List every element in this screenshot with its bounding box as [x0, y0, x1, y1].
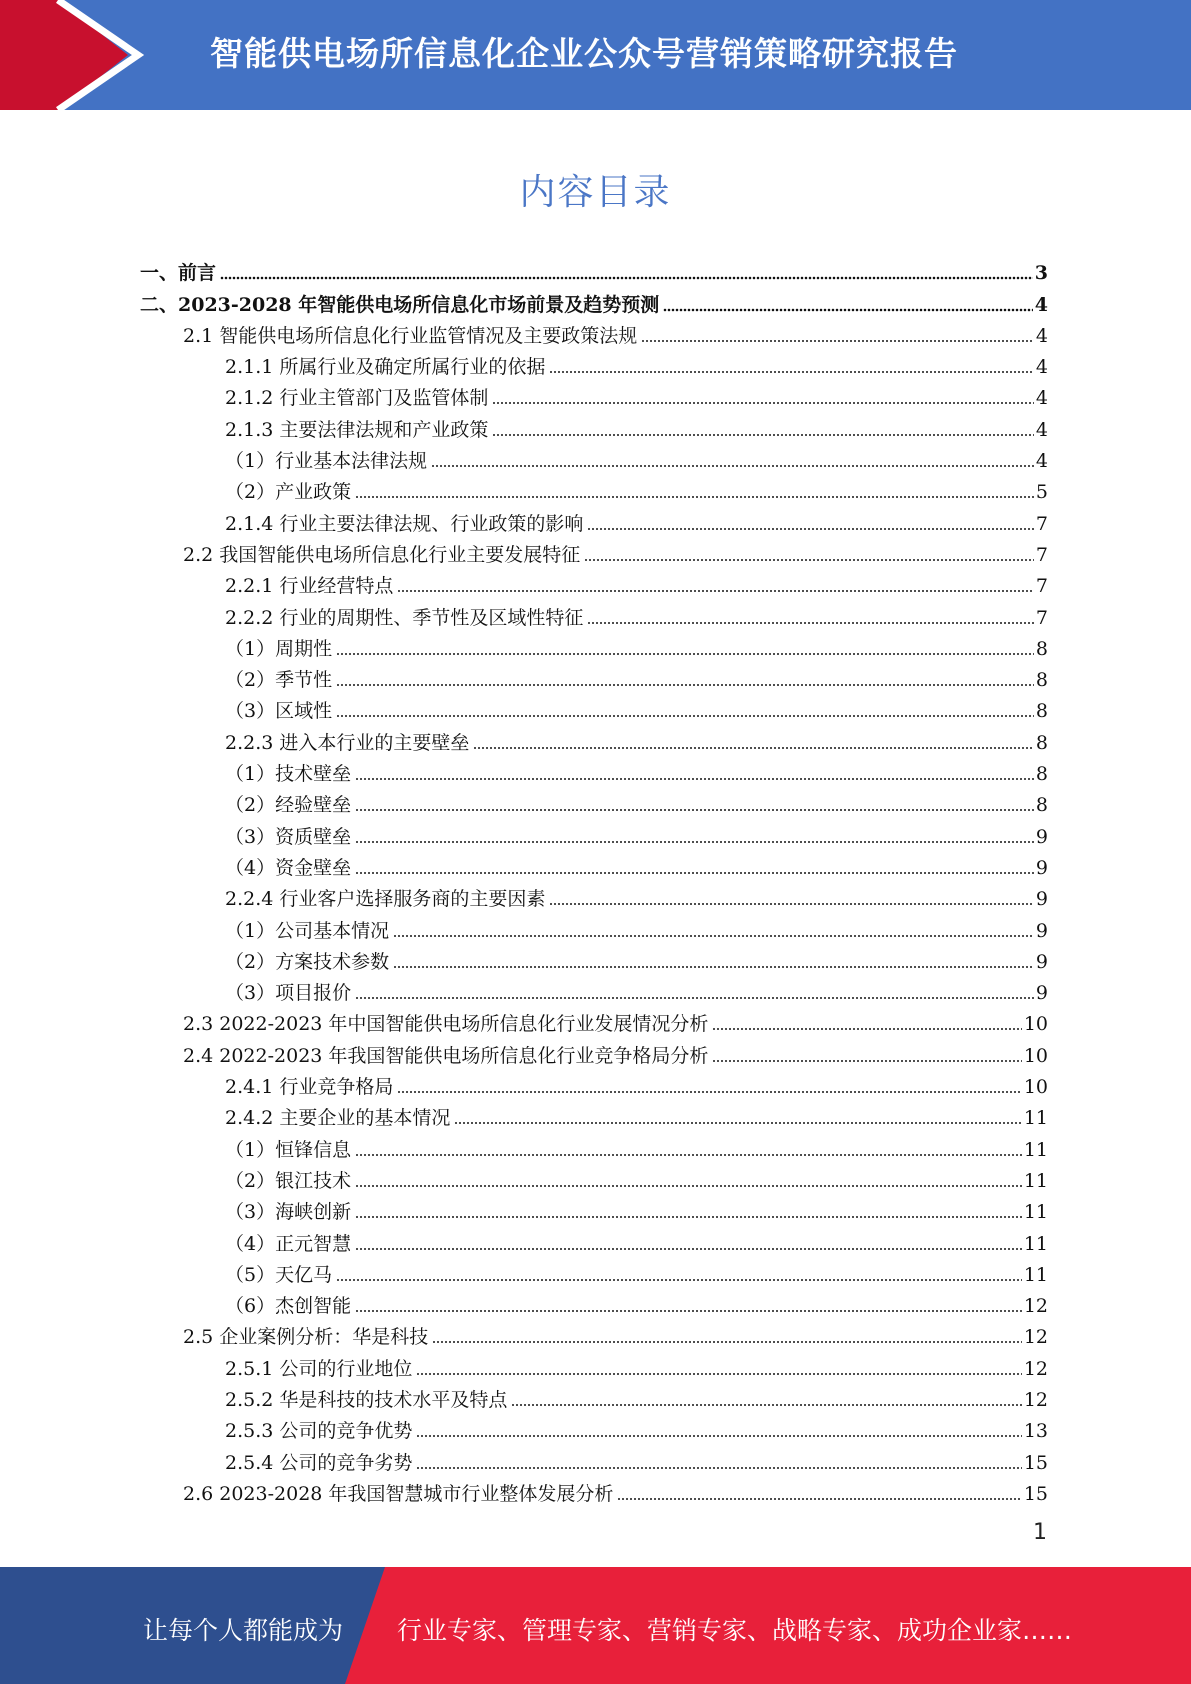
toc-entry-label: （2）季节性 — [225, 669, 333, 692]
toc-entry[interactable] — [140, 1381, 1048, 1412]
toc-entry-page: 11 — [1023, 1138, 1048, 1161]
toc-dot-leader — [473, 746, 1034, 750]
toc-dot-leader — [220, 276, 1033, 280]
toc-entry[interactable] — [140, 1068, 1048, 1099]
toc-entry[interactable] — [140, 723, 1048, 754]
toc-entry-page: 7 — [1035, 575, 1048, 598]
toc-entry-page: 7 — [1035, 606, 1048, 629]
toc-dot-leader — [355, 777, 1034, 781]
toc-entry-page: 9 — [1035, 982, 1048, 1005]
toc-entry-label: （1）行业基本法律法规 — [225, 450, 428, 473]
toc-entry-label: 2.2.1 行业经营特点 — [225, 575, 394, 598]
toc-entry[interactable] — [140, 880, 1048, 911]
toc-entry-label: （6）杰创智能 — [225, 1295, 352, 1318]
toc-entry-label: 2.4.1 行业竞争格局 — [225, 1076, 394, 1099]
toc-dot-leader — [336, 1278, 1022, 1282]
toc-dot-leader — [355, 996, 1034, 1000]
toc-dot-leader — [355, 1215, 1022, 1219]
toc-dot-leader — [454, 1121, 1021, 1125]
toc-entry[interactable] — [140, 911, 1048, 942]
toc-entry[interactable] — [140, 1005, 1048, 1036]
toc-entry[interactable] — [140, 442, 1048, 473]
toc-entry-page: 11 — [1023, 1169, 1048, 1192]
toc-entry-page: 4 — [1035, 324, 1048, 347]
toc-entry[interactable] — [140, 1256, 1048, 1287]
toc-entry[interactable] — [140, 1036, 1048, 1067]
toc-entry-label: 2.5 企业案例分析：华是科技 — [183, 1326, 429, 1349]
toc-entry-page: 9 — [1035, 888, 1048, 911]
toc-entry-label: 2.2 我国智能供电场所信息化行业主要发展特征 — [183, 543, 581, 566]
toc-entry[interactable] — [140, 1412, 1048, 1443]
toc-entry-page: 11 — [1023, 1263, 1048, 1286]
toc-entry-label: （4）资金壁垒 — [225, 856, 352, 879]
toc-entry-label: 2.1.2 行业主管部门及监管体制 — [225, 387, 489, 410]
toc-dot-leader — [663, 308, 1033, 312]
toc-entry-page: 4 — [1034, 293, 1048, 316]
toc-entry-page: 11 — [1023, 1232, 1048, 1255]
toc-entry-label: 2.2.4 行业客户选择服务商的主要因素 — [225, 888, 546, 911]
toc-entry-label: 2.1.3 主要法律法规和产业政策 — [225, 418, 489, 441]
toc-entry-page: 11 — [1023, 1107, 1048, 1130]
toc-entry-label: 2.1 智能供电场所信息化行业监管情况及主要政策法规 — [183, 324, 638, 347]
toc-entry-label: （1）技术壁垒 — [225, 763, 352, 786]
toc-entry-page: 4 — [1035, 450, 1048, 473]
toc-entry[interactable] — [140, 285, 1048, 316]
toc-entry-label: （2）银江技术 — [225, 1169, 352, 1192]
toc-entry-page: 11 — [1023, 1201, 1048, 1224]
toc-entry-page: 8 — [1035, 637, 1048, 660]
toc-dot-leader — [393, 965, 1034, 969]
toc-dot-leader — [432, 1340, 1022, 1344]
toc-entry-label: （5）天亿马 — [225, 1263, 333, 1286]
toc-dot-leader — [355, 1247, 1022, 1251]
toc-entry-label: 2.5.2 华是科技的技术水平及特点 — [225, 1388, 508, 1411]
toc-entry-page: 7 — [1035, 543, 1048, 566]
toc-entry-page: 8 — [1035, 731, 1048, 754]
toc-entry[interactable] — [140, 1162, 1048, 1193]
page-number: 1 — [1033, 1520, 1047, 1545]
toc-entry-label: 2.2.2 行业的周期性、季节性及区域性特征 — [225, 606, 584, 629]
toc-entry-page: 4 — [1035, 418, 1048, 441]
toc-dot-leader — [641, 339, 1034, 343]
toc-entry[interactable] — [140, 504, 1048, 535]
toc-entry-page: 7 — [1035, 512, 1048, 535]
toc-dot-leader — [511, 1403, 1021, 1407]
toc-dot-leader — [336, 652, 1034, 656]
toc-entry-page: 8 — [1035, 763, 1048, 786]
toc-heading: 内容目录 — [519, 172, 672, 213]
toc-entry[interactable] — [140, 379, 1048, 410]
toc-entry[interactable] — [140, 1193, 1048, 1224]
toc-entry[interactable] — [140, 598, 1048, 629]
toc-entry-page: 8 — [1035, 794, 1048, 817]
toc-entry[interactable] — [140, 1349, 1048, 1380]
toc-entry-label: （4）正元智慧 — [225, 1232, 352, 1255]
toc-entry-label: （1）周期性 — [225, 637, 333, 660]
toc-entry-page: 5 — [1035, 481, 1048, 504]
toc-entry-page: 9 — [1035, 950, 1048, 973]
toc-dot-leader — [587, 527, 1034, 531]
footer-slogan-right: 行业专家、管理专家、营销专家、战略专家、成功企业家…… — [397, 1616, 1073, 1645]
toc-entry-label: 2.1.4 行业主要法律法规、行业政策的影响 — [225, 512, 584, 535]
toc-dot-leader — [336, 714, 1034, 718]
toc-entry-page: 10 — [1023, 1013, 1048, 1036]
toc-dot-leader — [355, 1309, 1022, 1313]
toc-entry-page: 12 — [1023, 1295, 1048, 1318]
toc-entry-label: （1）公司基本情况 — [225, 919, 390, 942]
toc-dot-leader — [355, 1153, 1022, 1157]
toc-entry[interactable] — [140, 849, 1048, 880]
toc-entry[interactable] — [140, 1475, 1048, 1506]
toc-entry-page: 15 — [1023, 1451, 1048, 1474]
toc-entry[interactable] — [140, 1130, 1048, 1161]
toc-entry-page: 15 — [1023, 1482, 1048, 1505]
toc-entry[interactable] — [140, 755, 1048, 786]
toc-dot-leader — [617, 1497, 1021, 1501]
toc-entry[interactable] — [140, 1443, 1048, 1474]
toc-entry[interactable] — [140, 348, 1048, 379]
toc-dot-leader — [431, 464, 1034, 468]
toc-entry-page: 10 — [1023, 1076, 1048, 1099]
toc-entry-label: 二、2023-2028 年智能供电场所信息化市场前景及趋势预测 — [140, 293, 660, 316]
toc-entry-label: 2.3 2022-2023 年中国智能供电场所信息化行业发展情况分析 — [183, 1013, 709, 1036]
toc-entry[interactable] — [140, 943, 1048, 974]
toc-dot-leader — [355, 808, 1034, 812]
toc-entry-label: （2）经验壁垒 — [225, 794, 352, 817]
header-band — [0, 0, 1191, 110]
toc-entry-label: 2.2.3 进入本行业的主要壁垒 — [225, 731, 470, 754]
toc-dot-leader — [416, 1434, 1021, 1438]
toc-dot-leader — [393, 934, 1034, 938]
toc-entry[interactable] — [140, 536, 1048, 567]
toc-dot-leader — [549, 902, 1034, 906]
toc-entry-page: 10 — [1023, 1044, 1048, 1067]
toc-entry[interactable] — [140, 786, 1048, 817]
toc-entry-label: （3）区域性 — [225, 700, 333, 723]
toc-entry[interactable] — [140, 692, 1048, 723]
toc-entry-label: （3）项目报价 — [225, 982, 352, 1005]
footer-slogan-left: 让每个人都能成为 — [143, 1616, 344, 1645]
toc-entry-page: 12 — [1023, 1388, 1048, 1411]
toc-entry-label: 2.5.3 公司的竞争优势 — [225, 1420, 413, 1443]
toc-dot-leader — [584, 558, 1034, 562]
toc-entry-label: 2.4 2022-2023 年我国智能供电场所信息化行业竞争格局分析 — [183, 1044, 709, 1067]
toc-dot-leader — [416, 1466, 1021, 1470]
toc-dot-leader — [416, 1372, 1021, 1376]
toc-dot-leader — [549, 370, 1034, 374]
toc-entry-page: 12 — [1023, 1357, 1048, 1380]
toc-entry-label: 2.5.4 公司的竞争劣势 — [225, 1451, 413, 1474]
toc-entry[interactable] — [140, 473, 1048, 504]
report-title: 智能供电场所信息化企业公众号营销策略研究报告 — [210, 34, 958, 73]
toc-dot-leader — [492, 401, 1034, 405]
toc-entry-page: 4 — [1035, 387, 1048, 410]
toc-entry-label: 2.1.1 所属行业及确定所属行业的依据 — [225, 356, 546, 379]
toc-entry[interactable] — [140, 974, 1048, 1005]
toc-entry-label: （3）资质壁垒 — [225, 825, 352, 848]
toc-entry-label: 一、前言 — [140, 262, 217, 285]
table-of-contents — [140, 254, 1048, 1506]
toc-entry-page: 8 — [1035, 700, 1048, 723]
toc-dot-leader — [712, 1059, 1021, 1063]
toc-entry[interactable] — [140, 661, 1048, 692]
toc-entry-page: 12 — [1023, 1326, 1048, 1349]
toc-entry-page: 9 — [1035, 919, 1048, 942]
toc-entry[interactable] — [140, 317, 1048, 348]
toc-entry-page: 3 — [1034, 262, 1048, 285]
toc-dot-leader — [712, 1027, 1021, 1031]
toc-entry-label: （3）海峡创新 — [225, 1201, 352, 1224]
toc-entry[interactable] — [140, 410, 1048, 441]
toc-entry-label: 2.5.1 公司的行业地位 — [225, 1357, 413, 1380]
toc-entry[interactable] — [140, 630, 1048, 661]
toc-dot-leader — [355, 840, 1034, 844]
toc-entry[interactable] — [140, 1318, 1048, 1349]
toc-entry-page: 9 — [1035, 856, 1048, 879]
toc-entry-label: 2.4.2 主要企业的基本情况 — [225, 1107, 451, 1130]
toc-entry-label: （1）恒锋信息 — [225, 1138, 352, 1161]
toc-dot-leader — [397, 589, 1034, 593]
toc-entry-page: 9 — [1035, 825, 1048, 848]
toc-dot-leader — [397, 1090, 1021, 1094]
toc-entry-page: 8 — [1035, 669, 1048, 692]
footer-band — [0, 1567, 1191, 1684]
toc-entry[interactable] — [140, 817, 1048, 848]
toc-dot-leader — [355, 871, 1034, 875]
toc-entry-page: 13 — [1023, 1420, 1048, 1443]
toc-entry[interactable] — [140, 1099, 1048, 1130]
toc-dot-leader — [587, 621, 1034, 625]
toc-entry[interactable] — [140, 567, 1048, 598]
toc-dot-leader — [355, 1184, 1022, 1188]
header-arrow-decoration — [0, 0, 160, 110]
toc-entry-page: 4 — [1035, 356, 1048, 379]
toc-entry[interactable] — [140, 1224, 1048, 1255]
toc-dot-leader — [336, 683, 1034, 687]
toc-dot-leader — [355, 495, 1034, 499]
toc-entry[interactable] — [140, 254, 1048, 285]
toc-entry-label: （2）方案技术参数 — [225, 950, 390, 973]
toc-entry[interactable] — [140, 1287, 1048, 1318]
toc-dot-leader — [492, 433, 1034, 437]
toc-entry-label: （2）产业政策 — [225, 481, 352, 504]
toc-entry-label: 2.6 2023-2028 年我国智慧城市行业整体发展分析 — [183, 1482, 614, 1505]
